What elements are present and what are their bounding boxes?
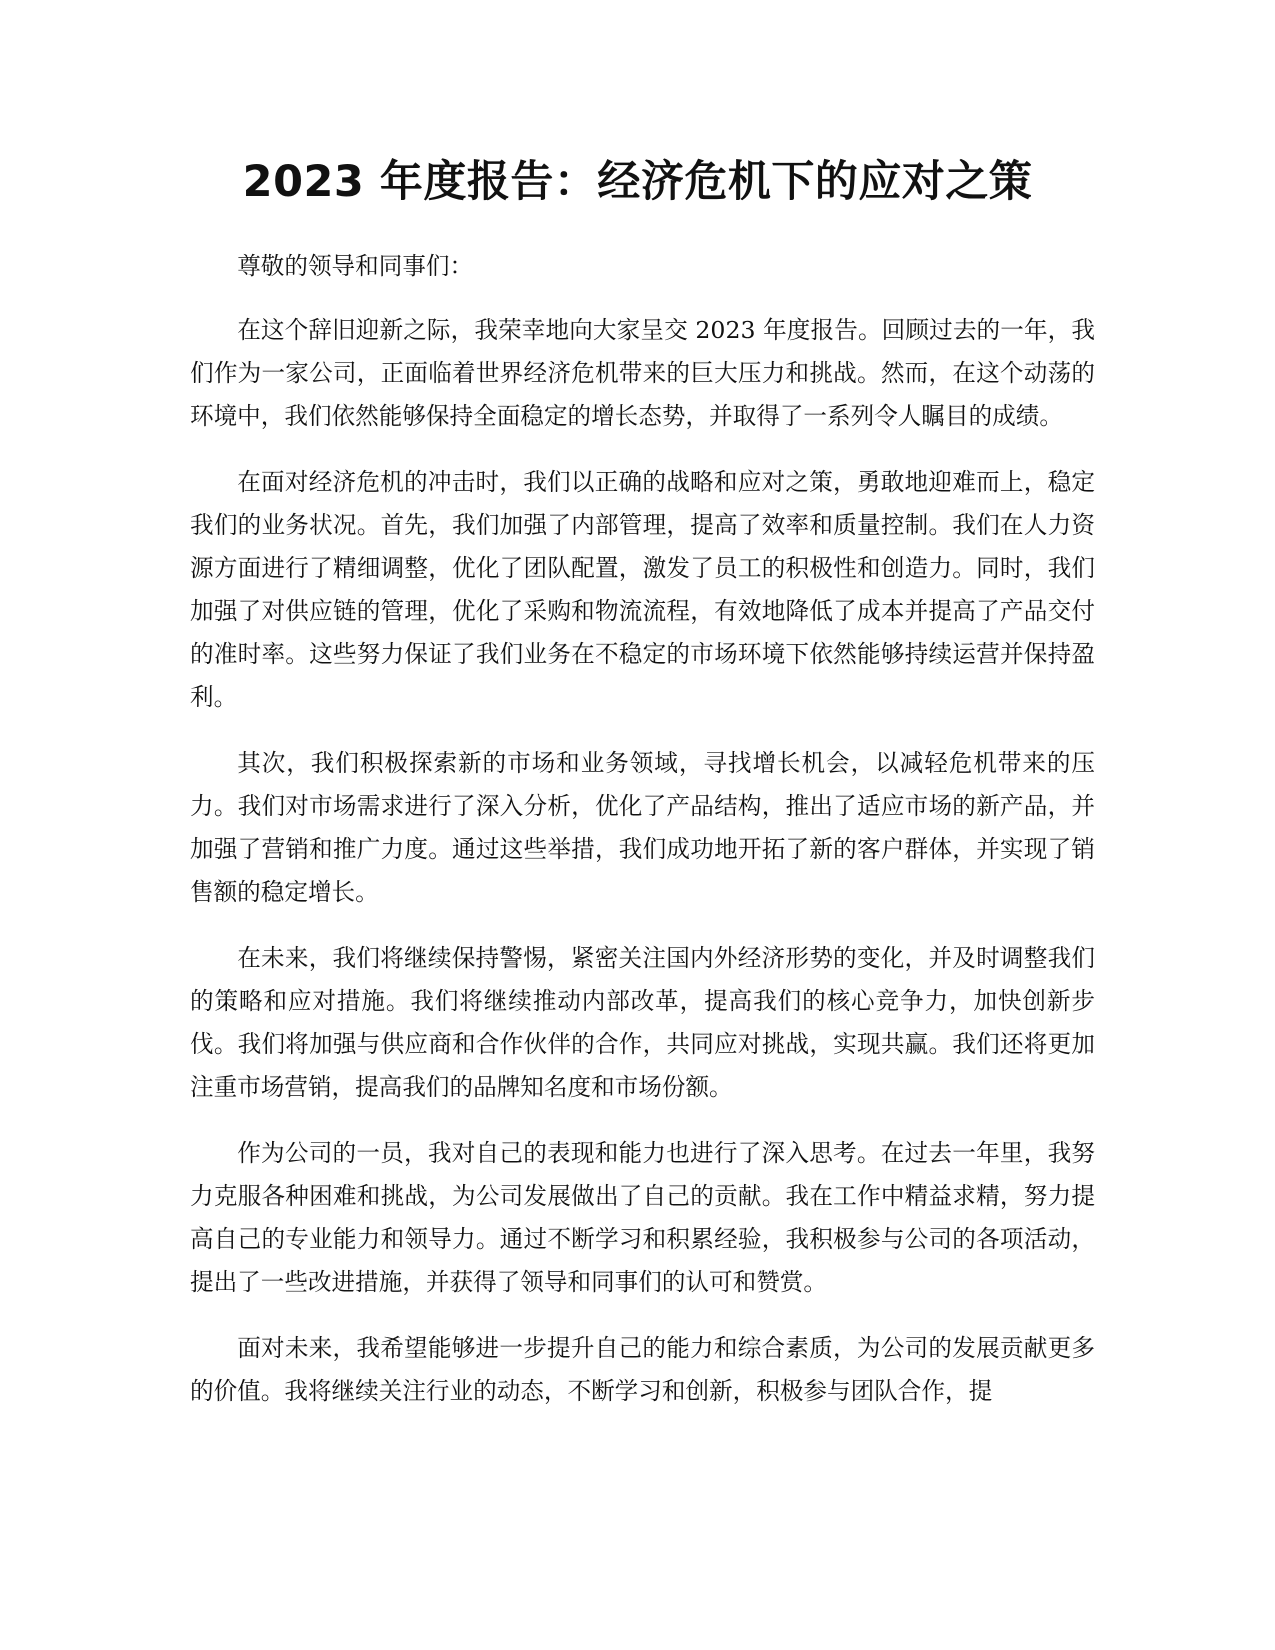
document-title: 2023 年度报告：经济危机下的应对之策 bbox=[242, 157, 1033, 207]
body-paragraph-5: 作为公司的一员，我对自己的表现和能力也进行了深入思考。在过去一年里，我努力克服各种困难和挑战，为公司发展做出了自己的贡献。我在工作中精益求精，努力提高自己的专业能力和领导力。通过不断学习和积累经验，我积极参与公司的各项活动，提出了一些改进措施，并获得了领导和同事们的认可和赞赏。 bbox=[190, 1139, 1095, 1296]
salutation: 尊敬的领导和同事们： bbox=[237, 252, 474, 280]
body-paragraph-2: 在面对经济危机的冲击时，我们以正确的战略和应对之策，勇敢地迎难而上，稳定我们的业务状况。首先，我们加强了内部管理，提高了效率和质量控制。我们在人力资源方面进行了精细调整，优化了团队配置，激发了员工的积极性和创造力。同时，我们加强了对供应链的管理，优化了采购和物流流程，有效地降低了成本并提高了产品交付的准时率。这些努力保证了我们业务在不稳定的市场环境下依然能够持续运营并保持盈利。 bbox=[190, 468, 1095, 711]
body-paragraph-4: 在未来，我们将继续保持警惕，紧密关注国内外经济形势的变化，并及时调整我们的策略和应对措施。我们将继续推动内部改革，提高我们的核心竞争力，加快创新步伐。我们将加强与供应商和合作伙伴的合作，共同应对挑战，实现共赢。我们还将更加注重市场营销，提高我们的品牌知名度和市场份额。 bbox=[190, 944, 1095, 1101]
body-paragraph-3: 其次，我们积极探索新的市场和业务领域，寻找增长机会，以减轻危机带来的压力。我们对市场需求进行了深入分析，优化了产品结构，推出了适应市场的新产品，并加强了营销和推广力度。通过这些举措，我们成功地开拓了新的客户群体，并实现了销售额的稳定增长。 bbox=[190, 749, 1095, 906]
body-paragraph-6: 面对未来，我希望能够进一步提升自己的能力和综合素质，为公司的发展贡献更多的价值。我将继续关注行业的动态，不断学习和创新，积极参与团队合作，提 bbox=[190, 1334, 1095, 1405]
document-body bbox=[190, 245, 1095, 1436]
body-paragraph-1: 在这个辞旧迎新之际，我荣幸地向大家呈交 2023 年度报告。回顾过去的一年，我们作为一家公司，正面临着世界经济危机带来的巨大压力和挑战。然而，在这个动荡的环境中，我们依然能够保持全面稳定的增长态势，并取得了一系列令人瞩目的成绩。 bbox=[190, 316, 1095, 430]
